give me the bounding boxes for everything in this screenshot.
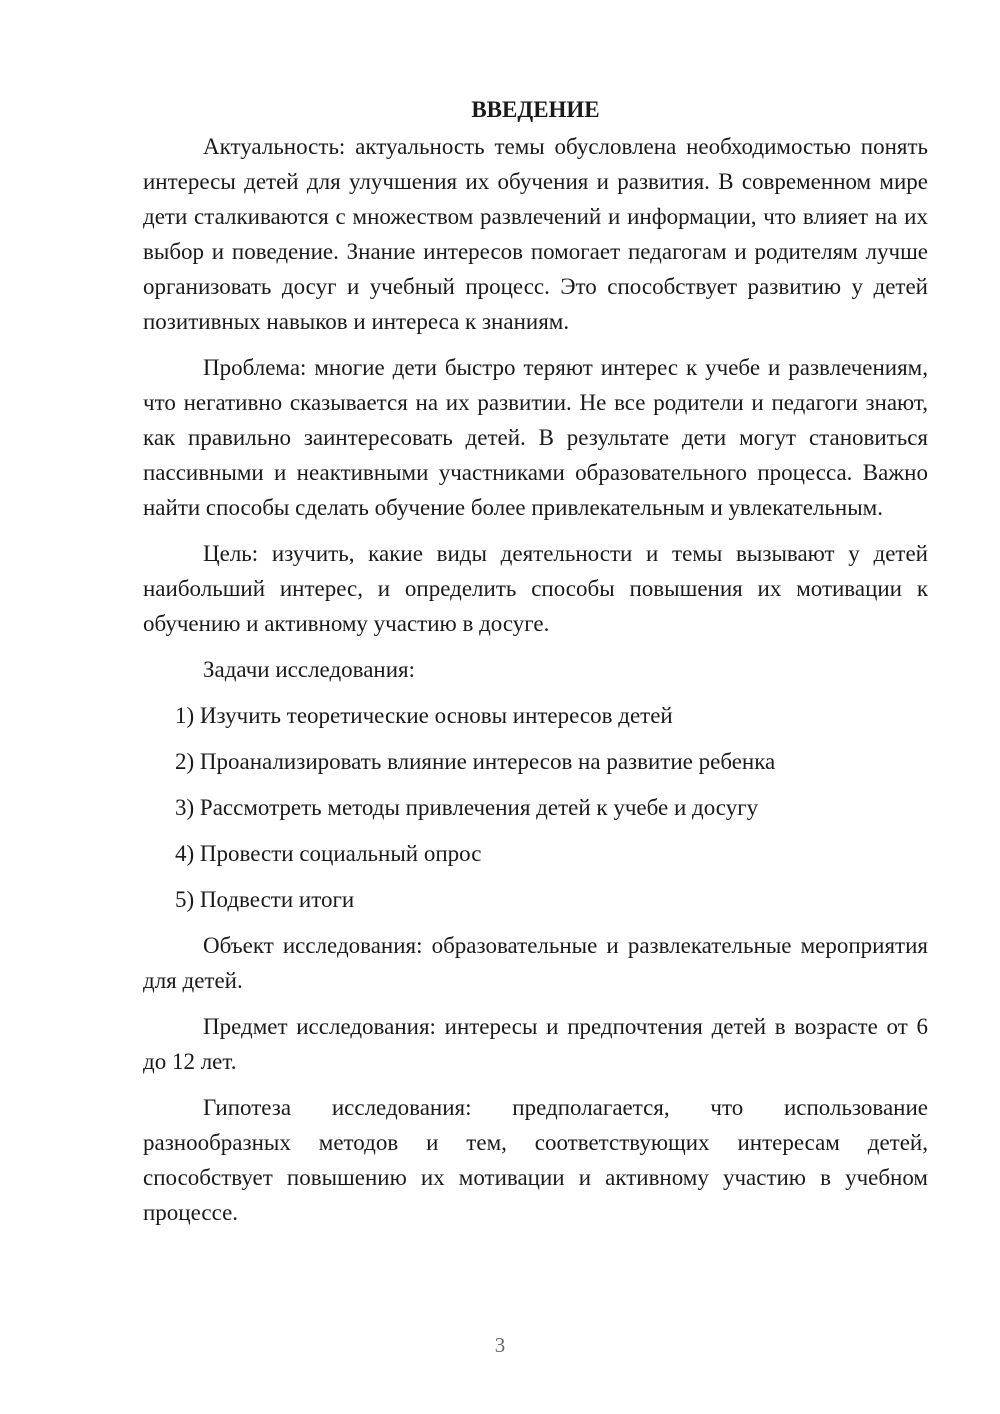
paragraph-relevance: Актуальность: актуальность темы обусловлена необходимостью понять интересы детей для улучшения их обучения и развития. В современном мире дети сталкиваются с множеством развлечений и информации, что влияет на их выбор и поведение. Знание интересов помогает педагогам и родителям лучше организовать досуг и учебный процесс. Это способствует развитию у детей позитивных навыков и интереса к знаниям.: [143, 134, 928, 334]
task-item: 5) Подвести итоги: [175, 887, 355, 912]
paragraph-problem: Проблема: многие дети быстро теряют интерес к учебе и развлечениям, что негативно сказывается на их развитии. Не все родители и педагоги знают, как правильно заинтересовать детей. В результате дети могут становиться пассивными и неактивными участниками образовательного процесса. Важно найти способы сделать обучение более привлекательным и увлекательным.: [143, 355, 928, 520]
document-page: [143, 92, 928, 1241]
paragraph-subject: Предмет исследования: интересы и предпочтения детей в возрасте от 6 до 12 лет.: [143, 1014, 928, 1074]
task-item: 3) Рассмотреть методы привлечения детей к учебе и досугу: [175, 795, 759, 820]
document-title: ВВЕДЕНИЕ: [471, 97, 600, 122]
task-item: 1) Изучить теоретические основы интересов детей: [175, 703, 673, 728]
page-number: 3: [494, 1333, 506, 1357]
paragraph-object: Объект исследования: образовательные и развлекательные мероприятия для детей.: [143, 933, 928, 993]
task-item: 2) Проанализировать влияние интересов на развитие ребенка: [175, 749, 776, 774]
task-item: 4) Провести социальный опрос: [175, 841, 482, 866]
paragraph-hypothesis: Гипотеза исследования: предполагается, что использование разнообразных методов и тем, соответствующих интересам детей, способствует повышению их мотивации и активному участию в учебном процессе.: [143, 1095, 928, 1225]
tasks-heading: Задачи исследования:: [203, 657, 416, 682]
tasks-list: [143, 698, 928, 917]
paragraph-goal: Цель: изучить, какие виды деятельности и темы вызывают у детей наибольший интерес, и определить способы повышения их мотивации к обучению и активному участию в досуге.: [143, 541, 928, 636]
